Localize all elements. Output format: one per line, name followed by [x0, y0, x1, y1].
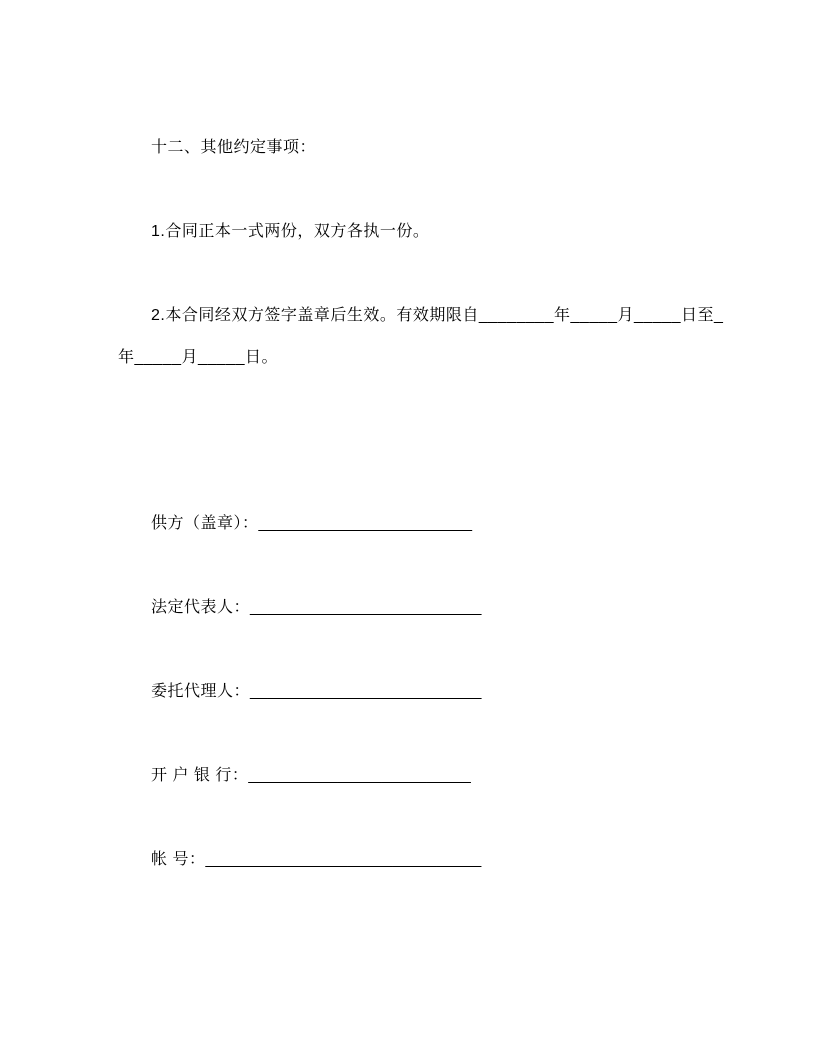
signature-row-supplier-seal [118, 503, 706, 545]
account-number-label: 帐 号： [151, 851, 206, 868]
clause-1-text: 1.合同正本一式两份，双方各执一份。 [151, 223, 430, 240]
bank-blank: _________________________ [248, 767, 471, 784]
clause-2-block [118, 295, 724, 379]
clause-2-line-1: 2.本合同经双方签字盖章后生效。有效期限自________年_____月_____日至_ [151, 307, 724, 324]
signature-row-authorized-agent [118, 671, 706, 713]
legal-representative-label: 法定代表人： [151, 599, 251, 616]
signature-section [118, 503, 706, 881]
clause-1-block [118, 211, 706, 253]
supplier-seal-blank: ________________________ [258, 515, 473, 532]
account-number-blank: _______________________________ [205, 851, 482, 868]
signature-row-legal-representative [118, 587, 706, 629]
bank-label: 开 户 银 行： [151, 767, 249, 784]
authorized-agent-blank: __________________________ [250, 683, 482, 700]
authorized-agent-label: 委托代理人： [151, 683, 251, 700]
signature-row-account-number [118, 839, 706, 881]
section-heading: 十二、其他约定事项： [151, 139, 317, 156]
section-heading-block [118, 127, 706, 169]
legal-representative-blank: __________________________ [250, 599, 482, 616]
supplier-seal-label: 供方（盖章）： [151, 515, 259, 532]
clause-2-line-2: 年_____月_____日。 [118, 349, 278, 366]
signature-row-bank [118, 755, 706, 797]
